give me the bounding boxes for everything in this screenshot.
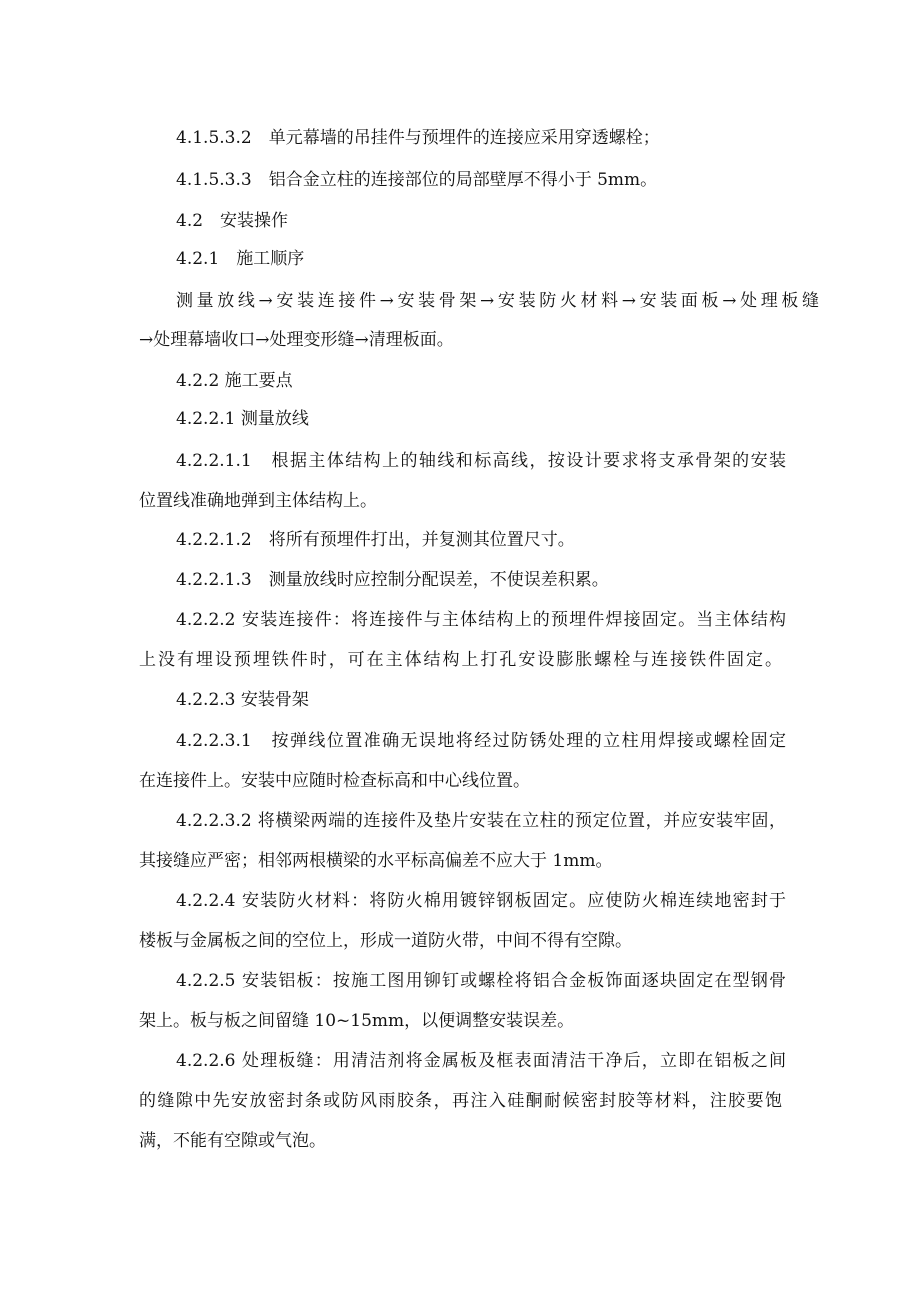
heading-4-2-2-3: 4.2.2.3 安装骨架 <box>176 690 309 710</box>
clause-4-2-2-5-line-2: 架上。板与板之间留缝 10~15mm，以便调整安装误差。 <box>139 1011 575 1031</box>
clause-4-1-5-3-3: 4.1.5.3.3 铝合金立柱的连接部位的局部壁厚不得小于 5mm。 <box>176 170 658 190</box>
sequence-line-1: 测量放线→安装连接件→安装骨架→安装防火材料→安装面板→处理板缝 <box>176 291 819 311</box>
clause-4-2-2-5-line-1: 4.2.2.5 安装铝板：按施工图用铆钉或螺栓将铝合金板饰面逐块固定在型钢骨 <box>176 971 786 991</box>
clause-4-2-2-4-line-1: 4.2.2.4 安装防火材料：将防火棉用镀锌钢板固定。应使防火棉连续地密封于 <box>176 891 786 911</box>
clause-4-2-2-6-line-3: 满，不能有空隙或气泡。 <box>139 1131 326 1151</box>
clause-4-1-5-3-2: 4.1.5.3.2 单元幕墙的吊挂件与预埋件的连接应采用穿透螺栓； <box>176 128 660 148</box>
heading-4-2: 4.2 安装操作 <box>176 211 289 231</box>
clause-4-2-2-6-line-2: 的缝隙中先安放密封条或防风雨胶条，再注入硅酮耐候密封胶等材料，注胶要饱 <box>139 1091 782 1111</box>
clause-4-2-2-6-line-1: 4.2.2.6 处理板缝：用清洁剂将金属板及框表面清洁干净后，立即在铝板之间 <box>176 1051 786 1071</box>
sequence-line-2: →处理幕墙收口→处理变形缝→清理板面。 <box>139 330 454 350</box>
clause-4-2-2-3-1-line-2: 在连接件上。安装中应随时检查标高和中心线位置。 <box>139 771 530 791</box>
clause-4-2-2-1-1-line-1: 4.2.2.1.1 根据主体结构上的轴线和标高线，按设计要求将支承骨架的安装 <box>176 451 786 471</box>
clause-4-2-2-3-2-line-2: 其接缝应严密；相邻两根横梁的水平标高偏差不应大于 1mm。 <box>139 851 613 871</box>
heading-4-2-2-1: 4.2.2.1 测量放线 <box>176 409 309 429</box>
clause-4-2-2-4-line-2: 楼板与金属板之间的空位上，形成一道防火带，中间不得有空隙。 <box>139 931 632 951</box>
clause-4-2-2-2-line-2: 上没有埋设预埋铁件时，可在主体结构上打孔安设膨胀螺栓与连接铁件固定。 <box>139 650 782 670</box>
heading-4-2-1: 4.2.1 施工顺序 <box>176 249 305 269</box>
clause-4-2-2-3-1-line-1: 4.2.2.3.1 按弹线位置准确无误地将经过防锈处理的立柱用焊接或螺栓固定 <box>176 731 786 751</box>
clause-4-2-2-1-1-line-2: 位置线准确地弹到主体结构上。 <box>139 491 377 511</box>
clause-4-2-2-3-2-line-1: 4.2.2.3.2 将横梁两端的连接件及垫片安装在立柱的预定位置，并应安装牢固， <box>176 811 786 831</box>
clause-4-2-2-2-line-1: 4.2.2.2 安装连接件：将连接件与主体结构上的预埋件焊接固定。当主体结构 <box>176 610 786 630</box>
heading-4-2-2: 4.2.2 施工要点 <box>176 371 293 391</box>
clause-4-2-2-1-2: 4.2.2.1.2 将所有预埋件打出，并复测其位置尺寸。 <box>176 530 575 550</box>
clause-4-2-2-1-3: 4.2.2.1.3 测量放线时应控制分配误差，不使误差积累。 <box>176 570 609 590</box>
